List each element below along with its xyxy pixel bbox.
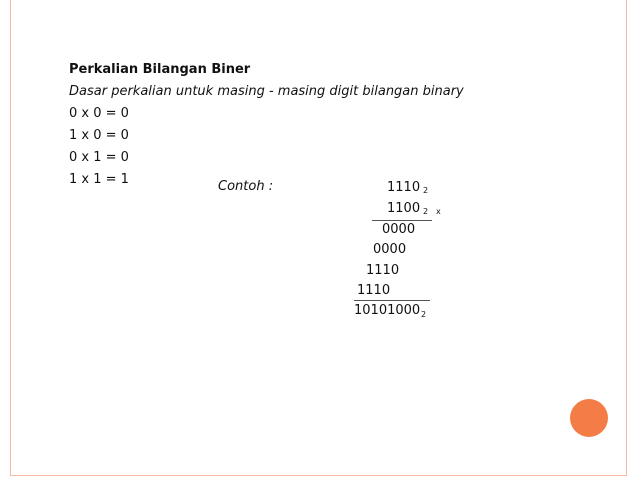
partial-product: 0000 [373, 242, 407, 257]
rule-line: 1 x 0 = 0 [69, 128, 129, 143]
decorative-ring [566, 395, 610, 439]
rule-line: 1 x 1 = 1 [69, 172, 129, 187]
partial-product: 0000 [382, 222, 416, 237]
base-subscript: 2 [423, 186, 429, 195]
rule-line: 0 x 1 = 0 [69, 150, 129, 165]
divider-line [372, 220, 432, 221]
example-label: Contoh : [218, 179, 274, 194]
partial-product: 1110 [357, 283, 391, 298]
divider-line [354, 300, 430, 301]
base-subscript: 2 [421, 310, 427, 319]
base-subscript: 2 [423, 207, 429, 216]
multiply-operator: x [436, 207, 441, 216]
intro-text: Dasar perkalian untuk masing - masing digit bilangan binary [69, 84, 464, 99]
multiplier: 1100 [387, 201, 421, 216]
result: 10101000 [354, 303, 421, 318]
partial-product: 1110 [366, 263, 400, 278]
slide-title: Perkalian Bilangan Biner [69, 62, 251, 77]
rule-line: 0 x 0 = 0 [69, 106, 129, 121]
multiplicand: 1110 [387, 180, 421, 195]
